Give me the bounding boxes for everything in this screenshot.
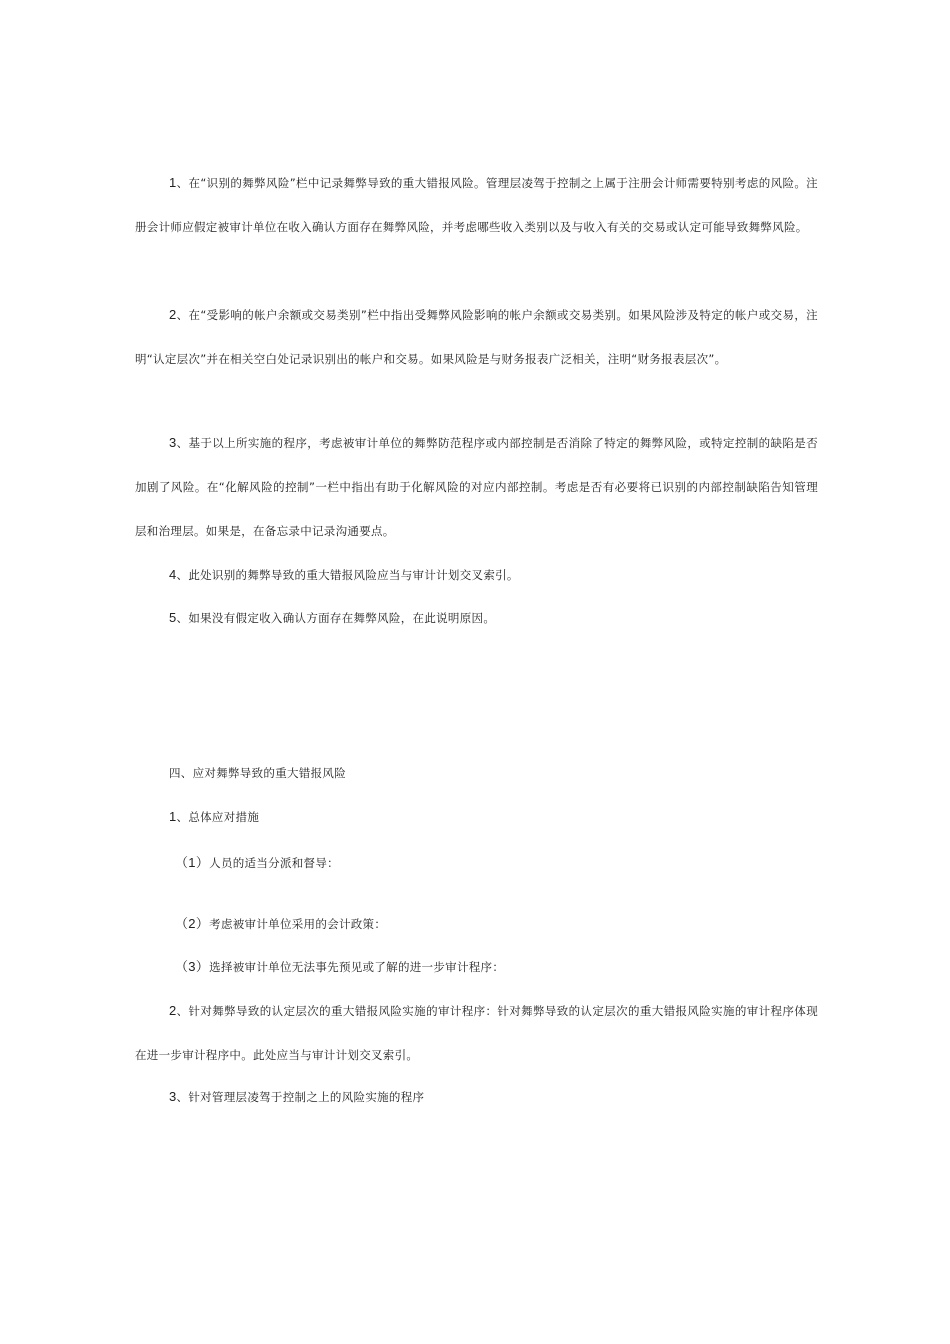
item-text: 、总体应对措施: [176, 810, 260, 824]
note-number: 1: [169, 175, 177, 190]
section-heading: 四、应对舞弊导致的重大错报风险: [169, 766, 346, 780]
sub-item-number: （2）: [175, 916, 210, 931]
note-number: 2: [169, 307, 177, 322]
note-number: 3: [169, 435, 177, 450]
note-4: [135, 553, 818, 597]
note-3: [135, 421, 818, 553]
sub-item-number: （3）: [175, 959, 210, 974]
note-text: 、如果没有假定收入确认方面存在舞弊风险，在此说明原因。: [176, 611, 496, 625]
item-number: 3: [169, 1089, 177, 1104]
note-text: 、基于以上所实施的程序，考虑被审计单位的舞弊防范程序或内部控制是否消除了特定的舞弊风险，或特定控制的缺陷是否加剧了风险。在“化解风险的控制”一栏中指出有助于化解风险的对应内部控制。考虑是否有必要将已识别的内部控制缺陷告知管理层和治理层。如果是，在备忘录中记录沟通要点。: [135, 436, 818, 538]
item-number: 2: [169, 1003, 177, 1018]
note-text: 、在“识别的舞弊风险”栏中记录舞弊导致的重大错报风险。管理层凌驾于控制之上属于注册会计师需要特别考虑的风险。注册会计师应假定被审计单位在收入确认方面存在舞弊风险，并考虑哪些收入类别以及与收入有关的交易或认定可能导致舞弊风险。: [135, 176, 818, 234]
sub-item-3: [175, 957, 504, 977]
sub-item-1: [175, 853, 339, 873]
sub-item-text: 选择被审计单位无法事先预见或了解的进一步审计程序：: [209, 960, 505, 974]
item-text: 、针对管理层凌驾于控制之上的风险实施的程序: [176, 1090, 425, 1104]
item-text: 、针对舞弊导致的认定层次的重大错报风险实施的审计程序：针对舞弊导致的认定层次的重大错报风险实施的审计程序体现在进一步审计程序中。此处应当与审计计划交叉索引。: [135, 1004, 818, 1062]
section-item-2: [135, 989, 818, 1077]
note-2: [135, 293, 818, 381]
note-1: [135, 161, 818, 249]
sub-item-text: 人员的适当分派和督导：: [209, 856, 339, 870]
sub-item-number: （1）: [175, 855, 210, 870]
note-5: [135, 596, 818, 640]
note-text: 、在“受影响的帐户余额或交易类别”栏中指出受舞弊风险影响的帐户余额或交易类别。如果风险涉及特定的帐户或交易，注明“认定层次”并在相关空白处记录识别出的帐户和交易。如果风险是与财务报表广泛相关，注明“财务报表层次”。: [135, 308, 818, 366]
item-number: 1: [169, 809, 177, 824]
section-item-1: [169, 807, 259, 827]
note-number: 4: [169, 567, 177, 582]
note-number: 5: [169, 610, 177, 625]
note-text: 、此处识别的舞弊导致的重大错报风险应当与审计计划交叉索引。: [176, 568, 519, 582]
sub-item-text: 考虑被审计单位采用的会计政策：: [209, 917, 387, 931]
sub-item-2: [175, 914, 386, 934]
section-item-3: [169, 1087, 424, 1107]
